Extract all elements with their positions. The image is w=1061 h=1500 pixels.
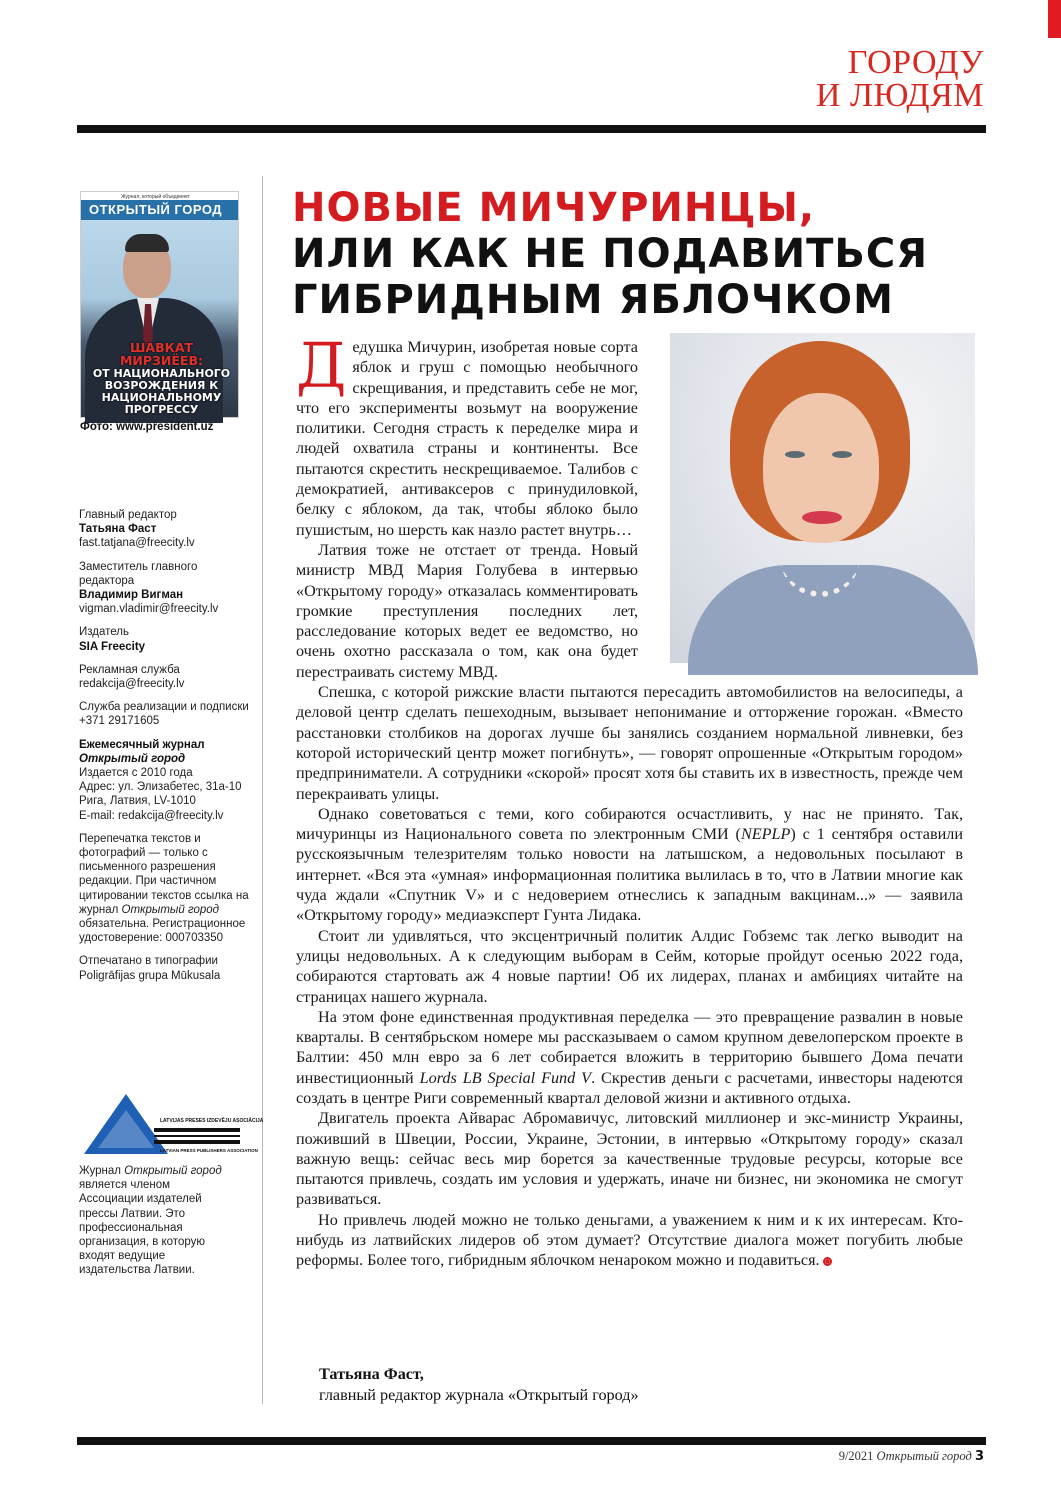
paragraph-6-text-b: . Скрестив деньги с расчетами, инвесторы надеются создать в центре Риги современный квартал деловой жизни и активного отдыха.: [296, 1068, 963, 1107]
deputy-editor-email[interactable]: vigman.vladimir@freecity.lv: [79, 603, 219, 616]
footer-journal: Открытый город: [876, 1449, 972, 1463]
cover-tagline: Журнал, который объединяет: [121, 194, 190, 200]
publisher-label: Издатель: [79, 626, 129, 639]
magazine-cover[interactable]: [80, 191, 239, 418]
chief-editor-label: Главный редактор: [79, 509, 177, 521]
bottom-rule: [77, 1437, 986, 1445]
journal-since: Издается с 2010 года: [79, 767, 193, 780]
cover-logo: ОТКРЫТЫЙ ГОРОД: [81, 200, 238, 220]
paragraph-7: Двигатель проекта Айварас Абромавичус, литовский миллионер и экс-министр Украины, поживший в Швеции, России, Украине, Эстонии, в интервью «Открытому городу» сказал важную вещь: сейчас весь мир борется за качественные трудовые ресурсы, которые все пытаются привлечь, создать им условия и удержать, иначе ни бизнес, ни экономика не смогут развиваться.: [296, 1109, 963, 1209]
association-note-1: Журнал: [79, 1165, 121, 1177]
end-mark-icon: [823, 1257, 832, 1266]
headline-line1: НОВЫЕ МИЧУРИНЦЫ,: [292, 185, 816, 231]
paragraph-3: Спешка, с которой рижские власти пытаются пересадить автомобилистов на велосипеды, а деловой центр сделать пешеходным, вызывает непонимание и отторжение горожан. «Вместо расстановки столбиков на дорогах лучше бы занялись созданием нормальной ливневки, без которой исторический центр может погибнуть», — говорят опрошенные «Открытым городом» предприниматели. А сотрудники «скорой» просят хотя бы ставить их в известность, прежде чем перекраивать улицы.: [296, 683, 963, 803]
paragraph-1-text: едушка Мичурин, изобретая новые сорта яблок и груш с помощью необычного скрещивания, и представить себе не мог, что его эксперименты возьмут на вооружение политики. Сегодня страсть к переделке мира и людей охватила страны и континенты. Все пытаются скрестить нескрещиваемое. Талибов с демократией, антиваксеров с принудиловкой, белку с яблоком, да так, чтобы яблоко было пушистым, но шерсть как назло растет внутрь…: [296, 338, 638, 539]
journal-name: Открытый город: [79, 752, 186, 765]
ads-email[interactable]: redakcija@freecity.lv: [79, 678, 185, 691]
article-body: [296, 329, 963, 1271]
reprint-journal-name: Открытый город: [121, 903, 220, 916]
paragraph-1: [296, 329, 638, 540]
article-intro-column: [296, 329, 638, 682]
drop-cap: Д: [296, 329, 347, 402]
paragraph-6: [296, 1007, 963, 1108]
page-footer: [839, 1449, 984, 1464]
publisher-name: SIA Freecity: [79, 640, 146, 653]
association-note: [79, 1164, 229, 1278]
journal-type: Ежемесячный журнал: [79, 738, 205, 751]
cover-figure-hair: [125, 234, 169, 252]
paragraph-6-fund: Lords LB Special Fund V: [419, 1068, 592, 1087]
corner-tab: [1048, 0, 1061, 38]
reprint-note: Перепечатка текстов и фотографий — только с письменного разрешения редакции. При частичном цитировании текстов ссылка на журнал: [79, 832, 249, 916]
paragraph-2: Латвия тоже не отстает от тренда. Новый министр МВД Мария Голубева в интервью «Открытому городу» отказалась комментировать громкие преступления последних лет, расследование которых ведет ее ведомство, но очень охотно рассказала о том, как она будет перестраивать систему МВД.: [296, 540, 638, 681]
deputy-editor-label: Заместитель главного редактора: [79, 560, 198, 587]
headline-line3: ГИБРИДНЫМ ЯБЛОЧКОМ: [292, 277, 894, 323]
paragraph-6-text-a: На этом фоне единственная продуктивная переделка — это превращение развалин в новые кварталы. В сентябрьском номере мы рассказываем о самом крупном девелоперском проекте в Балтии: 450 млн евро за 6 лет собирается вложить в территорию бывшего Дома печати инвестиционный: [296, 1007, 963, 1087]
signature: [319, 1364, 639, 1405]
cover-headline: [89, 342, 234, 416]
page-number: 3: [974, 1449, 984, 1464]
logo-text-lv: LATVIJAS PRESES IZDEVĒJU ASOCIĀCIJA: [160, 1118, 264, 1124]
reprint-note-2: обязательна. Регистрационное удостоверение: 000703350: [79, 918, 246, 945]
article-headline: [292, 185, 982, 323]
author-name: Татьяна Фаст,: [319, 1365, 424, 1383]
chief-editor-name: Татьяна Фаст: [79, 523, 157, 536]
deputy-editor-name: Владимир Вигман: [79, 589, 184, 602]
paragraph-4-abbr: NEPLP: [740, 825, 791, 844]
association-journal-name: Открытый город: [124, 1165, 222, 1177]
paragraph-4: [296, 804, 963, 926]
photo-credit: Фото: www.president.uz: [80, 421, 214, 433]
paragraph-4-text-a: Однако советоваться с теми, кого собираются осчастливить, у нас не принято. Так, мичуринцы из Национального совета по электронным СМИ (: [296, 804, 963, 844]
section-title-line2: И ЛЮДЯМ: [815, 77, 984, 114]
sales-phone[interactable]: +371 29171605: [79, 715, 160, 728]
column-divider: [262, 176, 263, 1404]
logo-text-en: LATVIAN PRESS PUBLISHERS ASSOCIATION: [160, 1148, 258, 1153]
footer-issue: 9/2021: [838, 1449, 874, 1463]
press-association-logo: [80, 1088, 264, 1160]
print-note: Отпечатано в типографии Poligrāfijas grupa Mūkusala: [79, 955, 221, 982]
paragraph-4-text-b: ) с 1 сентября оставили русскоязычным телезрителям только новости на латышском, а недовольных посылают в интернет. «Вся эта «умная» информационная политика вылилась в то, что в Латвии многие как чуда ждали «Спутник V» и с недоверием отнеслись к западным вакцинам...» — заявила «Открытому городу» медиаэксперт Гунта Лидака.: [296, 825, 963, 925]
paragraph-5: Стоит ли удивляться, что эксцентричный политик Алдис Гобземс так легко выводит на улицы недовольных. А к следующим выборам в Сейм, которые пройдут осенью 2022 года, собираются стартовать аж 4 новые партии! Об их лидерах, планах и амбициях читайте на страницах нашего журнала.: [296, 926, 963, 1006]
association-note-2: является членом Ассоциации издателей прессы Латвии. Это профессиональная организация, в которую входят ведущие издательства Латвии.: [79, 1179, 205, 1277]
sales-label: Служба реализации и подписки: [79, 701, 249, 714]
top-rule: [77, 125, 986, 133]
paragraph-8: [296, 1210, 963, 1271]
cover-headline-red: ШАВКАТ МИРЗИЁЕВ:: [119, 340, 203, 368]
journal-address: Адрес: ул. Элизабетес, 31а-10 Рига, Латвия, LV-1010: [79, 781, 242, 808]
chief-editor-email[interactable]: fast.tatjana@freecity.lv: [79, 537, 195, 550]
journal-email[interactable]: E-mail: redakcija@freecity.lv: [79, 809, 224, 822]
ads-label: Рекламная служба: [79, 663, 180, 676]
section-title-line1: ГОРОДУ: [847, 44, 984, 81]
section-title: [816, 46, 984, 112]
masthead: [79, 508, 255, 992]
cover-headline-white: ОТ НАЦИОНАЛЬНОГО ВОЗРОЖДЕНИЯ К НАЦИОНАЛЬНОМУ ПРОГРЕССУ: [92, 367, 231, 416]
author-role: главный редактор журнала «Открытый город»: [319, 1385, 639, 1404]
paragraph-8-text: Но привлечь людей можно не только деньгами, а уважением к ним и к их интересам. Кто-нибудь из латвийских лидеров об этом думает? Отсутствие диалога может погубить любые реформы. Более того, гибридным яблочком ненароком можно и подавиться.: [296, 1210, 963, 1270]
headline-line2: ИЛИ КАК НЕ ПОДАВИТЬСЯ: [292, 231, 929, 277]
